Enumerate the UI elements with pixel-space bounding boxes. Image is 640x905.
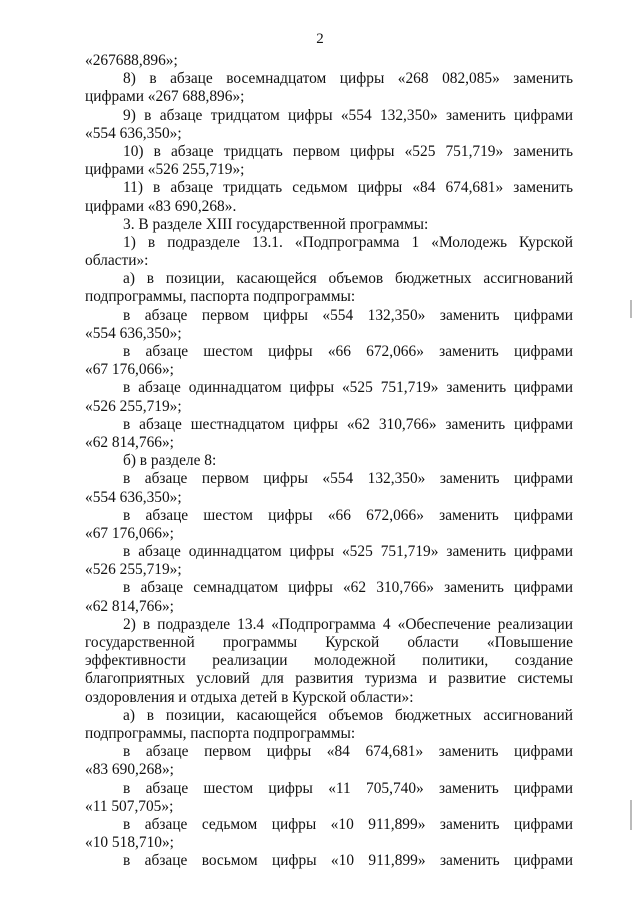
text-line: «62 814,766»; (85, 597, 174, 615)
text-line: 10) в абзаце тридцать первом цифры «525 751,719» заменить (123, 142, 573, 160)
text-line: оздоровления и отдыха детей в Курской области»: (85, 688, 414, 706)
text-line: области»: (85, 252, 149, 270)
text-line: 3. В разделе XIII государственной программы: (123, 215, 429, 233)
text-line: 9) в абзаце тридцатом цифры «554 132,350» заменить цифрами (123, 106, 573, 124)
text-line: в абзаце шестнадцатом цифры «62 310,766» заменить цифрами (123, 415, 573, 433)
text-line: «10 518,710»; (85, 834, 174, 852)
text-line: в абзаце семнадцатом цифры «62 310,766» заменить цифрами (123, 579, 573, 597)
page-number: 2 (316, 31, 324, 47)
text-line: «526 255,719»; (85, 561, 182, 579)
text-line: 2) в подразделе 13.4 «Подпрограмма 4 «Обеспечение реализации (123, 615, 573, 633)
text-line: подпрограммы, паспорта подпрограммы: (85, 288, 356, 306)
text-line: в абзаце первом цифры «554 132,350» заменить цифрами (123, 306, 573, 324)
text-line: «526 255,719»; (85, 397, 182, 415)
text-line: цифрами «526 255,719»; (85, 161, 245, 179)
text-line: «267688,896»; (85, 52, 178, 69)
text-line: государственной программы Курской области «Повышение (85, 634, 573, 651)
text-line: «554 636,350»; (85, 124, 182, 142)
text-line: «67 176,066»; (85, 361, 174, 379)
text-line: а) в позиции, касающейся объемов бюджетных ассигнований (123, 706, 573, 724)
text-line: эффективности реализации молодежной политики, создание (85, 652, 573, 670)
text-line: цифрами «267 688,896»; (85, 88, 245, 106)
text-line: 1) в подразделе 13.1. «Подпрограмма 1 «Молодежь Курской (123, 233, 573, 251)
text-line: в абзаце шестом цифры «66 672,066» заменить цифрами (123, 506, 573, 524)
text-line: в абзаце первом цифры «84 674,681» заменить цифрами (123, 743, 573, 761)
text-line: «554 636,350»; (85, 324, 182, 342)
text-line: подпрограммы, паспорта подпрограммы: (85, 724, 356, 742)
text-line: «83 690,268»; (85, 761, 174, 779)
text-line: цифрами «83 690,268». (85, 197, 237, 215)
text-line: в абзаце седьмом цифры «10 911,899» заменить цифрами (123, 815, 573, 833)
scan-edge-mark (630, 800, 632, 830)
text-line: благоприятных условий для развития туризма и развитие системы (85, 670, 573, 688)
text-line: в абзаце одиннадцатом цифры «525 751,719» заменить цифрами (123, 379, 573, 397)
scan-edge-mark (630, 300, 632, 318)
text-line: а) в позиции, касающейся объемов бюджетных ассигнований (123, 270, 573, 288)
text-line: в абзаце восьмом цифры «10 911,899» заменить цифрами (123, 852, 573, 870)
text-line: 8) в абзаце восемнадцатом цифры «268 082,085» заменить (123, 70, 573, 88)
text-line: в абзаце шестом цифры «66 672,066» заменить цифрами (123, 343, 573, 360)
text-line: б) в разделе 8: (123, 452, 217, 470)
text-line: 11) в абзаце тридцать седьмом цифры «84 674,681» заменить (123, 179, 573, 197)
text-line: «554 636,350»; (85, 488, 182, 506)
document-body (85, 52, 573, 870)
text-line: в абзаце одиннадцатом цифры «525 751,719» заменить цифрами (123, 543, 573, 561)
text-line: в абзаце первом цифры «554 132,350» заменить цифрами (123, 470, 573, 488)
text-line: в абзаце шестом цифры «11 705,740» заменить цифрами (123, 779, 573, 797)
text-line: «67 176,066»; (85, 524, 174, 542)
text-line: «62 814,766»; (85, 433, 174, 451)
text-line: «11 507,705»; (85, 797, 174, 815)
